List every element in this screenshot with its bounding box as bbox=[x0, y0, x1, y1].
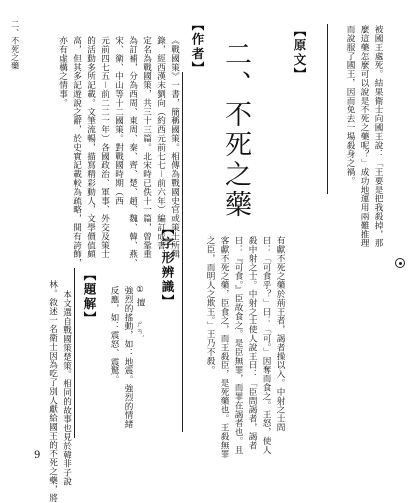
text-line-4: 曰：『可食。』臣故食之。是臣無罪，而罪在謁者也。且 bbox=[233, 236, 243, 455]
glossary-reading: ㄕㄢˋ bbox=[136, 320, 144, 339]
bullet-circle-icon bbox=[395, 258, 405, 268]
continuation-line-3: 而說服了國王，因而免去一場殺身之禍。 bbox=[345, 25, 355, 186]
glossary-def-line-2: 反應，如：震怒、震驚。 bbox=[109, 286, 119, 384]
summary-heading: 【題解】 bbox=[82, 268, 97, 326]
summary-line-1: 本文選自戰國策楚策。相同的故事也見於韓非子說 bbox=[61, 290, 72, 486]
glossary-char: 擅 bbox=[135, 298, 145, 307]
author-heading: 【作者】 bbox=[190, 18, 205, 76]
author-line-1: 《戰國策》一書，簡稱國策。相傳為戰國史官或策士所輯 bbox=[169, 36, 180, 259]
author-line-9: 亦有虛構之情事。 bbox=[57, 36, 68, 108]
text-line-1: 有獻不死之藥於荊王者，謁者操以入。中射之士問 bbox=[275, 236, 285, 432]
continuation-line-1: 被國王處死。結果衛士向國王說：「王要是把我殺掉，那 bbox=[373, 25, 383, 248]
text-line-2: 曰：「可食乎？」曰：「可。」因奪而食之。王怒，使人 bbox=[261, 236, 271, 455]
glossary-marker: ① bbox=[135, 285, 145, 296]
author-heading-rule bbox=[182, 72, 183, 432]
author-line-4: 為訂補，分為西周、東周、秦、齊、楚、趙、魏、韓、燕、 bbox=[127, 36, 138, 268]
author-line-3: 定名為戰國策，共三十三篇。北宋時已佚十一篇，曾鞏重 bbox=[141, 36, 152, 259]
page-number: 9 bbox=[34, 450, 41, 461]
text-line-5: 客獻不死之藥，臣食之，而王殺臣，是死藥也。王殺無罪 bbox=[219, 236, 229, 459]
chapter-title: 二、不死之藥 bbox=[220, 40, 251, 220]
author-line-6: 元前四七五－前二二一年）各國政治、軍事、外交及策士 bbox=[99, 36, 110, 259]
continuation-line-2: 麼這藥怎麼可以說是不死之藥呢？」成功地運用兩難推理 bbox=[359, 25, 369, 248]
summary-line-2: 林。敘述一名衛士因為吃了別人獻給國王的不死之藥，將 bbox=[47, 280, 58, 503]
glossary-heading: 【字形辨識】 bbox=[160, 222, 175, 309]
glossary-def-line-1: 強烈的搖動，如：地震。強烈的情緒 bbox=[123, 286, 133, 429]
author-line-5: 宋、衛、中山等十二國策。對戰國時期（西 bbox=[113, 36, 124, 206]
text-line-6: 之臣，而明人之欺王。」王乃不殺。 bbox=[205, 236, 215, 375]
running-head: 二、不死之藥 bbox=[10, 20, 20, 70]
text-heading: 【原文】 bbox=[292, 24, 307, 82]
text-line-3: 殺中射之士。中射之士使人說王曰：「臣問謁者，謁者 bbox=[247, 236, 257, 450]
text-heading-rule bbox=[327, 24, 328, 194]
author-line-8: 高，但其多記遊說之辭，於史實記載較為疏略，間有誇飾， bbox=[71, 36, 82, 268]
author-line-7: 的活動多所記載。文筆流暢，描寫精彩動人，文學價值頗 bbox=[85, 36, 96, 259]
author-line-2: 錄，經西漢末劉向（約西元前七七－前六年）編訂成書， bbox=[155, 36, 166, 259]
summary-heading-rule bbox=[74, 268, 75, 438]
